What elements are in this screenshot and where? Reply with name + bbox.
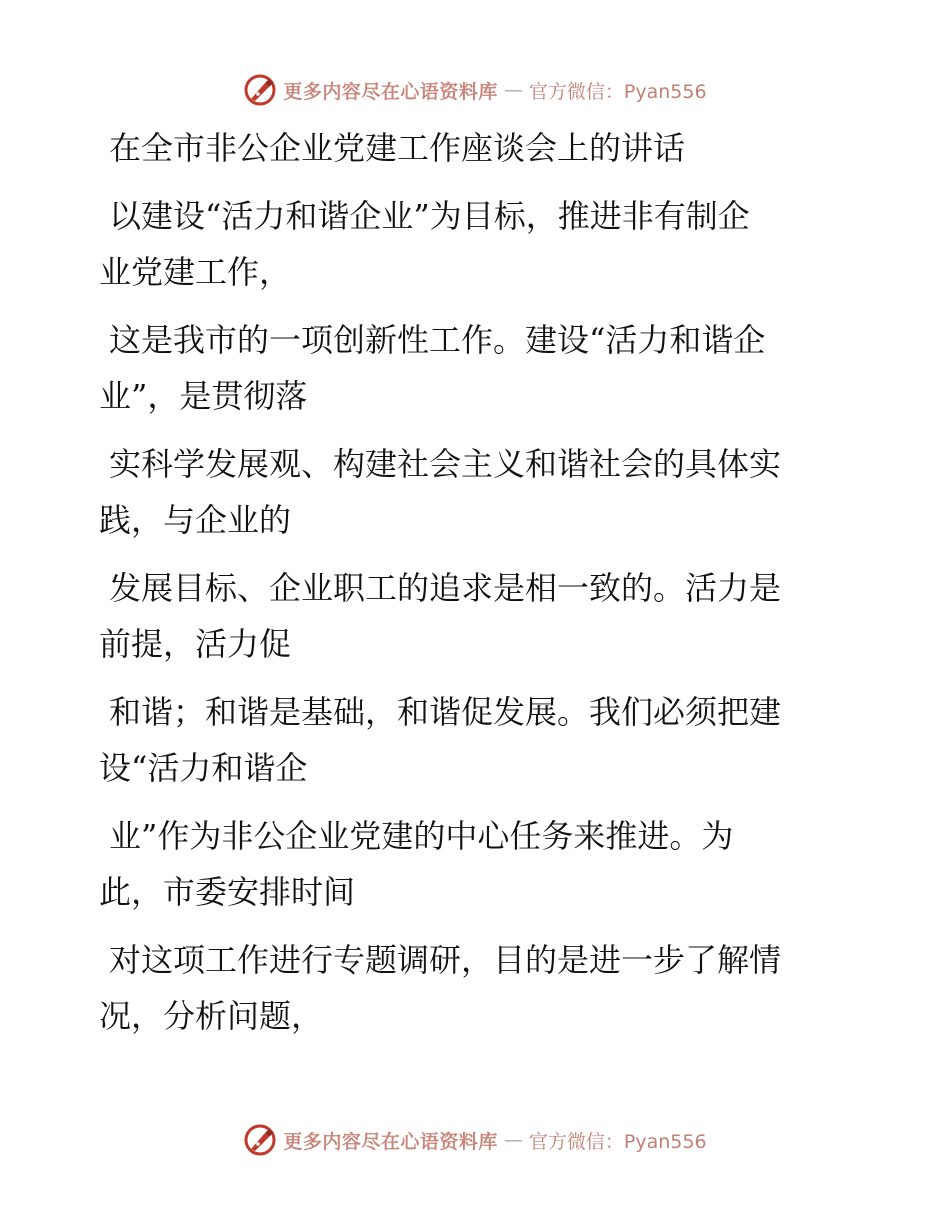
paragraph-line: 业”，是贯彻落 xyxy=(99,377,308,415)
header-banner-content xyxy=(243,73,706,107)
footer-banner-content xyxy=(243,1123,706,1157)
banner-wechat: 官方微信：Pyan556 xyxy=(528,1130,707,1153)
paragraph-line: 以建设“活力和谐企业”为目标，推进非有制企 xyxy=(109,197,750,235)
header-banner xyxy=(0,68,950,112)
paragraph xyxy=(99,808,829,920)
document-body xyxy=(99,120,829,1056)
paragraph-line: 业党建工作， xyxy=(99,253,292,291)
banner-separator: — xyxy=(503,79,523,101)
banner-separator: — xyxy=(503,1129,523,1151)
paragraph-line: 此，市委安排时间 xyxy=(99,873,356,911)
footer-banner xyxy=(0,1118,950,1162)
paragraph-line: 实科学发展观、构建社会主义和谐社会的具体实 xyxy=(109,445,782,483)
paragraph-line: 发展目标、企业职工的追求是相一致的。活力是 xyxy=(109,569,782,607)
paragraph xyxy=(99,932,829,1044)
paragraph-line: 践，与企业的 xyxy=(99,501,292,539)
paragraph xyxy=(99,684,829,796)
paragraph-line: 设“活力和谐企 xyxy=(99,749,308,787)
banner-wechat: 官方微信：Pyan556 xyxy=(528,80,707,103)
document-title: 在全市非公企业党建工作座谈会上的讲话 xyxy=(109,129,686,167)
paragraph xyxy=(99,560,829,672)
paragraph-line: 前提，活力促 xyxy=(99,625,292,663)
paragraph-line: 对这项工作进行专题调研，目的是进一步了解情 xyxy=(109,941,782,979)
banner-text: 更多内容尽在心语资料库 xyxy=(283,1130,498,1153)
banner-text: 更多内容尽在心语资料库 xyxy=(283,80,498,103)
pen-nib-logo-icon xyxy=(243,73,277,107)
paragraph xyxy=(99,312,829,424)
paragraph-line: 况，分析问题， xyxy=(99,997,324,1035)
paragraph-line: 业”作为非公企业党建的中心任务来推进。为 xyxy=(109,817,734,855)
paragraph-line: 和谐；和谐是基础，和谐促发展。我们必须把建 xyxy=(109,693,782,731)
paragraph-line: 这是我市的一项创新性工作。建设“活力和谐企 xyxy=(109,321,766,359)
paragraph xyxy=(99,188,829,300)
paragraph xyxy=(99,436,829,548)
pen-nib-logo-icon xyxy=(243,1123,277,1157)
